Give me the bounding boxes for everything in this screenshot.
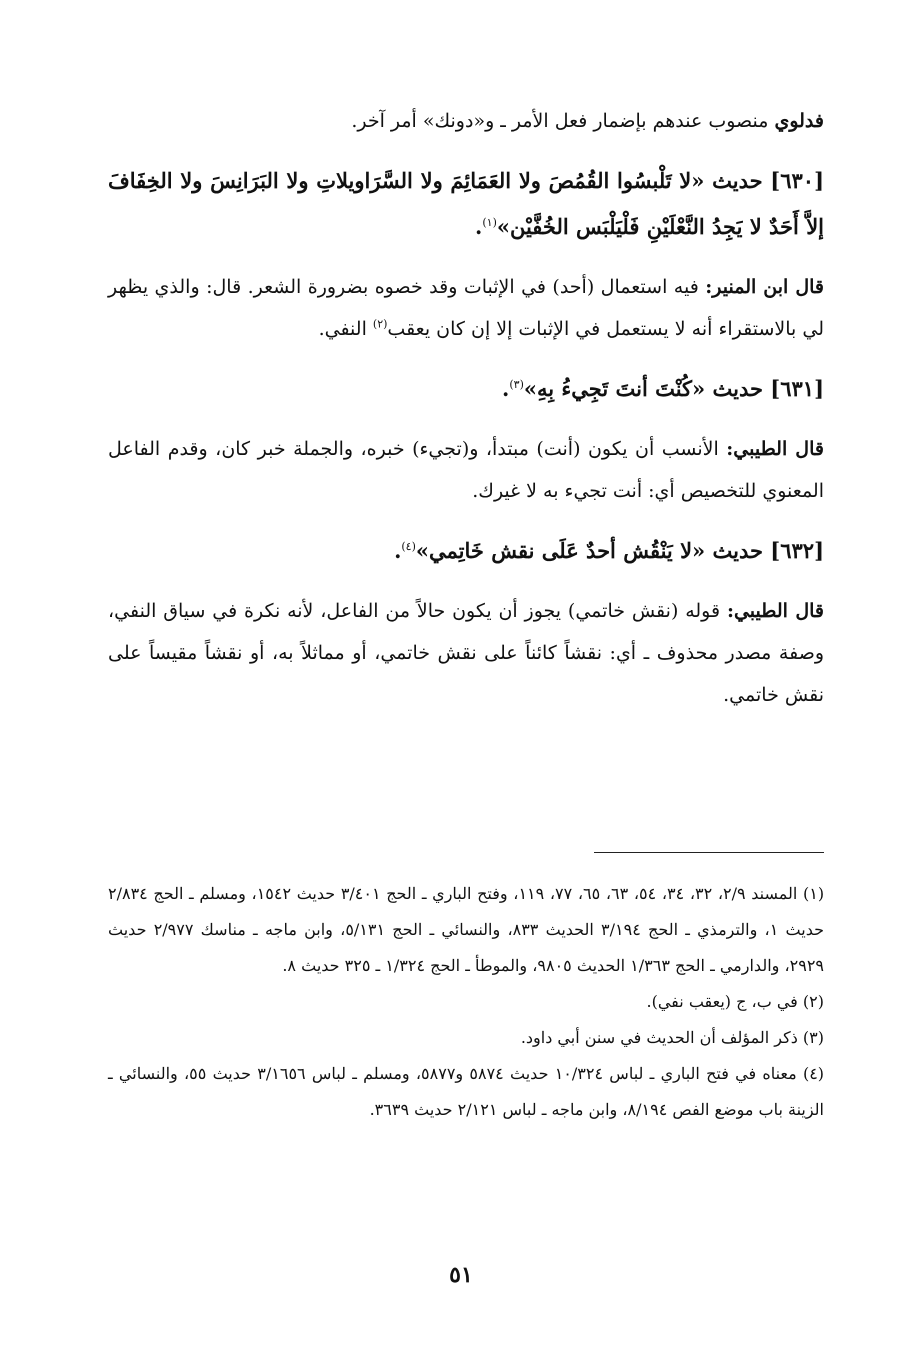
paragraph-end: النفي. <box>318 318 373 340</box>
paragraph-text: الأنسب أن يكون (أنت) مبتدأ، و(تجيء) خبره، والجملة خبر كان، وقدم الفاعل المعنوي للتخصيص أي: أنت تجيء به لا غيرك. <box>108 438 824 502</box>
hadith-quote: «كُنْتَ أنتَ تَجِيءُ بِهِ» <box>523 376 706 401</box>
hadith-number: [٦٣١] <box>770 376 824 401</box>
footnote-1: (١) المسند ٢/٩، ٣٢، ٣٤، ٥٤، ٦٣، ٦٥، ٧٧، ١١٩، وفتح الباري ـ الحج ٣/٤٠١ حديث ١٥٤٢، ومسلم ـ الحج ٢/٨٣٤ حديث ١، والترمذي ـ الحج ٣/١٩٤ الحديث ٨٣٣، والنسائي ـ الحج ٥/١٣١، وابن ماجه ـ مناسك ٢/٩٧٧ حديث ٢٩٢٩، والدارمي ـ الحج ١/٣٦٣ الحديث ٩٨٠٥، والموطأ ـ الحج ١/٣٢٤ ـ ٣٢٥ حديث ٨. <box>108 884 825 975</box>
paragraph-text: منصوب عندهم بإضمار فعل الأمر ـ و«دونك» أمر آخر. <box>351 110 775 132</box>
hadith-quote: «لا تَلْبسُوا القُمُصَ ولا العَمَائِمَ ولا السَّرَاويلاتِ ولا البَرَانِسَ ولا الخِفَافَ إلاَّ أَحَدٌ لا يَجِدُ النَّعْلَيْنِ فَلْيَلْبَس الخُفَّيْن» <box>108 168 824 239</box>
footnote-ref[interactable]: (٢) <box>372 317 388 331</box>
hadith-label: حديث <box>704 168 771 193</box>
paragraph-1 <box>108 100 824 142</box>
hadith-630 <box>108 158 824 250</box>
hadith-end: . <box>502 376 510 401</box>
footnote-ref[interactable]: (١) <box>482 216 497 229</box>
footnote-divider <box>594 852 824 853</box>
footnote-3: (٣) ذكر المؤلف أن الحديث في سنن أبي داود. <box>520 1028 824 1047</box>
footnote-ref[interactable]: (٣) <box>509 378 524 391</box>
lead-word: فدلوي <box>774 110 824 132</box>
paragraph-text: قوله (نقش خاتمي) يجوز أن يكون حالاً من الفاعل، لأنه نكرة في سياق النفي، وصفة مصدر محذوف ـ أي: نقشاً كائناً على نقش خاتمي، أو مماثلاً به، أو نقشاً مقيساً على نقش خاتمي. <box>108 600 824 706</box>
hadith-quote: «لا يَنْقُش أحدٌ عَلَى نقش خَاتِمي» <box>415 538 706 563</box>
hadith-632 <box>108 528 824 574</box>
footnote-ref[interactable]: (٤) <box>401 540 416 553</box>
hadith-label: حديث <box>705 376 771 401</box>
hadith-number: [٦٣٠] <box>770 168 825 193</box>
paragraph-text: فيه استعمال (أحد) في الإثبات وقد خصوه بضرورة الشعر. قال: والذي يظهر لي بالاستقراء أنه لا يستعمل في الإثبات إلا إن كان يعقب <box>108 276 824 340</box>
footnotes <box>108 876 824 1128</box>
paragraph-3 <box>108 428 824 512</box>
footnote-2: (٢) في ب، ج (يعقب نفي). <box>646 992 824 1011</box>
speaker: قال ابن المنير: <box>705 276 824 298</box>
hadith-end: . <box>475 214 483 239</box>
paragraph-2 <box>108 266 824 350</box>
hadith-label: حديث <box>705 538 771 563</box>
page-number: ٥١ <box>449 1262 473 1288</box>
speaker: قال الطيبي: <box>726 600 825 622</box>
footnote-4: (٤) معناه في فتح الباري ـ لباس ١٠/٣٢٤ حديث ٥٨٧٤ و٥٨٧٧، ومسلم ـ لباس ٣/١٦٥٦ حديث ٥٥، والنسائي ـ الزينة باب موضع الفص ٨/١٩٤، وابن ماجه ـ لباس ٢/١٢١ حديث ٣٦٣٩. <box>108 1064 825 1119</box>
paragraph-4 <box>108 590 824 716</box>
main-text <box>108 100 824 732</box>
hadith-end: . <box>394 538 402 563</box>
hadith-631 <box>108 366 824 412</box>
speaker: قال الطيبي: <box>726 438 824 460</box>
hadith-number: [٦٣٢] <box>770 538 824 563</box>
